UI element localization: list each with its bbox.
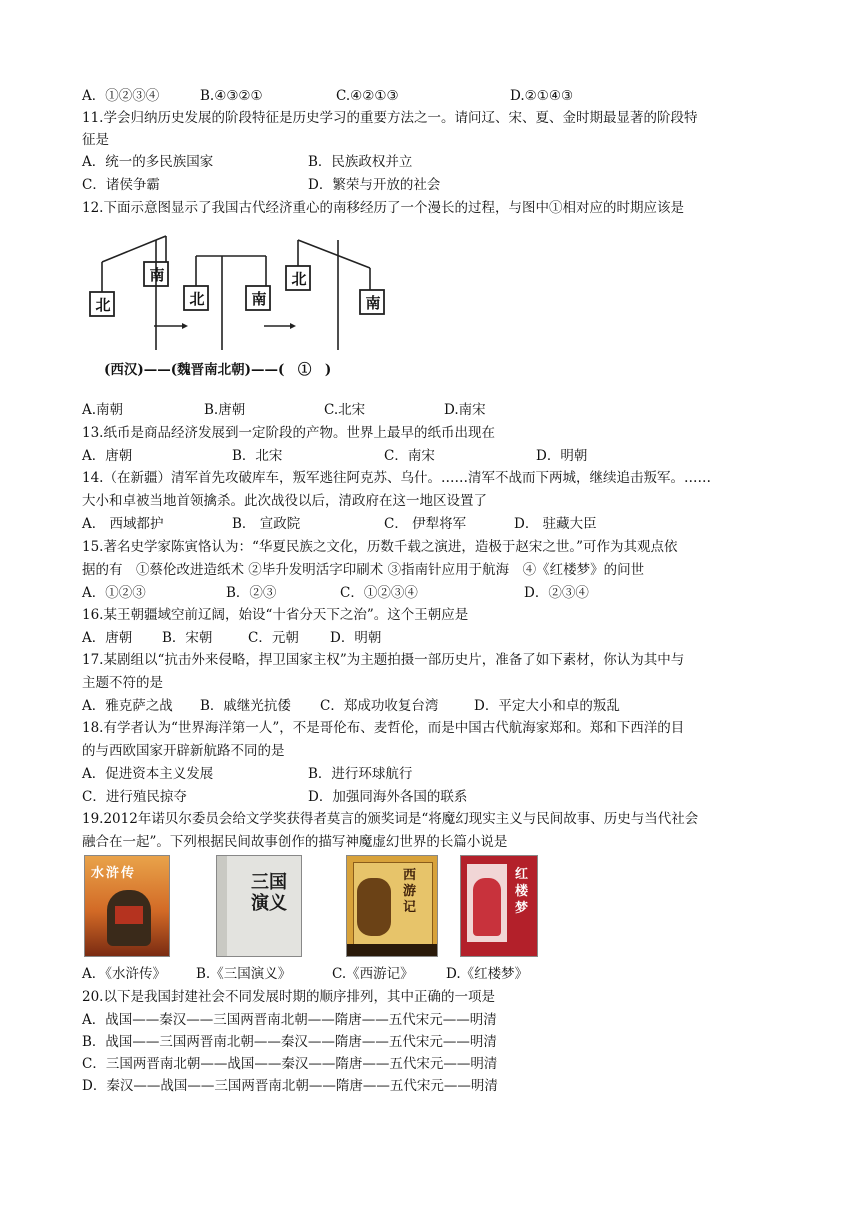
cover-monkey-figure	[357, 878, 391, 936]
q20-stem: 20.以下是我国封建社会不同发展时期的顺序排列，其中正确的一项是	[82, 989, 495, 1005]
q17-option-c: C．郑成功收复台湾	[320, 698, 439, 714]
q17-stem-line1: 17.某剧组以“抗击外来侵略，捍卫国家主权”为主题拍摄一部历史片，准备了如下素材，你认为其中与	[82, 652, 685, 668]
q15-stem-line2: 据的有 ①蔡伦改进造纸术 ②毕升发明活字印刷术 ③指南针应用于航海 ④《红楼梦》的问世	[82, 562, 645, 578]
q10-option-c: C.④②①③	[336, 88, 399, 104]
q16-stem: 16.某王朝疆域空前辽阔，始设“十省分天下之治”。这个王朝应是	[82, 607, 469, 623]
scale2-south-box: 南	[251, 290, 267, 308]
q12-option-d: D.南宋	[444, 402, 486, 418]
q16-option-d: D．明朝	[330, 630, 382, 646]
economic-center-diagram	[82, 232, 402, 392]
q15-option-a: A．①②③	[82, 585, 146, 601]
q19-option-b: B.《三国演义》	[196, 966, 292, 982]
cover-title-shuihuzhuan: 水浒传	[91, 866, 137, 881]
cover-xiyouji	[346, 855, 438, 957]
q14-stem-line1: 14.（在新疆）清军首先攻破库车，叛军逃往阿克苏、乌什。……清军不战而下两城，继续追击叛军。……	[82, 470, 711, 486]
q18-option-a: A．促进资本主义发展	[82, 766, 214, 782]
q18-option-b: B．进行环球航行	[308, 766, 413, 782]
q15-option-c: C．①②③④	[340, 585, 418, 601]
q19-option-a: A．《水浒传》	[82, 966, 166, 982]
q17-stem-line2: 主题不符的是	[82, 675, 163, 691]
q14-stem-line2: 大小和卓被当地首领擒杀。此次战役以后，清政府在这一地区设置了	[82, 493, 487, 509]
q12-option-b: B.唐朝	[204, 402, 246, 418]
q18-option-d: D．加强同海外各国的联系	[308, 789, 468, 805]
cover-title-hongloumeng: 红楼梦	[515, 867, 529, 916]
cover-shuihuzhuan	[84, 855, 170, 957]
q15-option-b: B．②③	[226, 585, 277, 601]
q10-option-a: A．①②③④	[82, 88, 160, 104]
cover-sanguoyanyi	[216, 855, 302, 957]
q17-option-a: A．雅克萨之战	[82, 698, 173, 714]
cover-title-xiyouji: 西游记	[403, 868, 417, 915]
q13-option-b: B．北宋	[232, 448, 283, 464]
q16-option-b: B．宋朝	[162, 630, 213, 646]
scale1-south-box: 南	[149, 266, 165, 284]
q11-stem-line2: 征是	[82, 132, 109, 148]
q16-option-a: A．唐朝	[82, 630, 133, 646]
scale3-north-box: 北	[291, 270, 307, 288]
q19-option-d: D.《红楼梦》	[446, 966, 529, 982]
q11-option-c: C．诸侯争霸	[82, 177, 160, 193]
q11-option-d: D．繁荣与开放的社会	[308, 177, 441, 193]
q18-stem-line1: 18.有学者认为“世界海洋第一人”，不是哥伦布、麦哲伦，而是中国古代航海家郑和。郑和下西洋的目	[82, 720, 685, 736]
q18-stem-line2: 的与西欧国家开辟新航路不同的是	[82, 743, 285, 759]
scale2-north-box: 北	[189, 290, 205, 308]
q17-option-b: B．戚继光抗倭	[200, 698, 291, 714]
q11-option-a: A．统一的多民族国家	[82, 154, 214, 170]
cover-title-sanguoyanyi: 三国演义	[251, 872, 287, 914]
cover-figure-accent	[115, 906, 143, 924]
q14-option-d: D． 驻藏大臣	[514, 516, 597, 532]
q12-stem: 12.下面示意图显示了我国古代经济重心的南移经历了一个漫长的过程，与图中①相对应的时期应该是	[82, 200, 684, 216]
diagram-caption: (西汉)——(魏晋南北朝)——( ① )	[104, 362, 332, 378]
scale3-south-box: 南	[365, 294, 381, 312]
q13-stem: 13.纸币是商品经济发展到一定阶段的产物。世界上最早的纸币出现在	[82, 425, 495, 441]
cover-hongloumeng	[460, 855, 538, 957]
q11-option-b: B．民族政权并立	[308, 154, 413, 170]
q13-option-c: C．南宋	[384, 448, 435, 464]
cover-base-band	[347, 944, 437, 956]
q14-option-a: A． 西域都护	[82, 516, 164, 532]
cover-spine-band	[217, 856, 227, 956]
q14-option-b: B． 宣政院	[232, 516, 301, 532]
q13-option-d: D．明朝	[536, 448, 588, 464]
q11-stem-line1: 11.学会归纳历史发展的阶段特征是历史学习的重要方法之一。请问辽、宋、夏、金时期最显著的阶段特	[82, 110, 698, 126]
q20-option-b: B．战国——三国两晋南北朝——秦汉——隋唐——五代宋元——明清	[82, 1034, 497, 1050]
q16-option-c: C．元朝	[248, 630, 299, 646]
q12-option-a: A.南朝	[82, 402, 124, 418]
q10-option-b: B.④③②①	[200, 88, 263, 104]
q19-stem-line1: 19.2012年诺贝尔委员会给文学奖获得者莫言的颁奖词是“将魔幻现实主义与民间故事、历史与当代社会	[82, 811, 699, 827]
q20-option-a: A．战国——秦汉——三国两晋南北朝——隋唐——五代宋元——明清	[82, 1012, 497, 1028]
q20-option-d: D．秦汉——战国——三国两晋南北朝——隋唐——五代宋元——明清	[82, 1078, 498, 1094]
q15-option-d: D．②③④	[524, 585, 589, 601]
q19-option-c: C.《西游记》	[332, 966, 414, 982]
q13-option-a: A．唐朝	[82, 448, 133, 464]
q20-option-c: C．三国两晋南北朝——战国——秦汉——隋唐——五代宋元——明清	[82, 1056, 498, 1072]
q19-stem-line2: 融合在一起”。下列根据民间故事创作的描写神魔虚幻世界的长篇小说是	[82, 834, 508, 850]
scale1-north-box: 北	[95, 296, 111, 314]
q12-option-c: C.北宋	[324, 402, 366, 418]
q15-stem-line1: 15.著名史学家陈寅恪认为：“华夏民族之文化，历数千载之演进，造极于赵宋之世。”可作为其观点依	[82, 539, 678, 555]
cover-lady-figure	[473, 878, 501, 936]
q17-option-d: D．平定大小和卓的叛乱	[474, 698, 620, 714]
q18-option-c: C．进行殖民掠夺	[82, 789, 187, 805]
q14-option-c: C． 伊犁将军	[384, 516, 467, 532]
q10-option-d: D.②①④③	[510, 88, 574, 104]
